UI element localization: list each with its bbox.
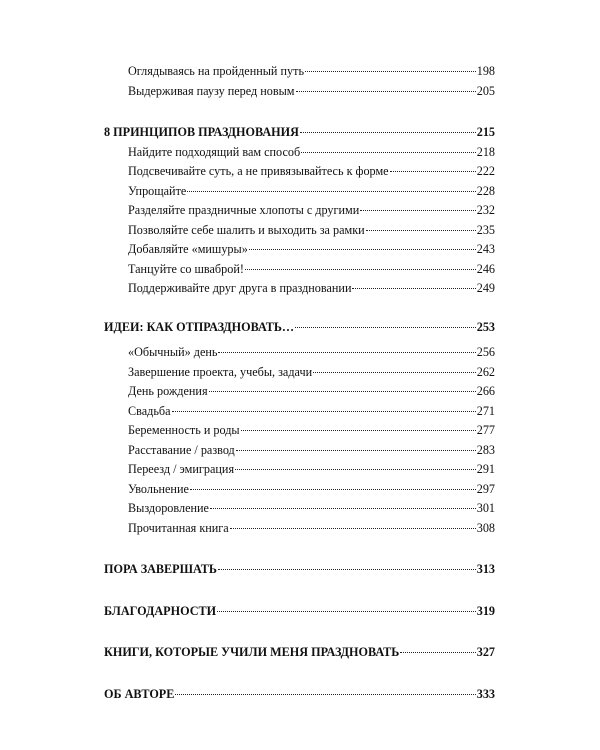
toc-entry-page: 256 xyxy=(476,345,495,359)
toc-entry-title: Прочитанная книга xyxy=(128,520,229,535)
toc-entry-title: Танцуйте со шваброй! xyxy=(128,261,244,276)
toc-entry[interactable] xyxy=(104,82,495,102)
toc-entry[interactable] xyxy=(104,343,495,363)
dot-leader xyxy=(175,694,475,695)
dot-leader xyxy=(230,528,476,529)
dot-leader xyxy=(352,288,475,289)
dot-leader xyxy=(241,430,476,431)
dot-leader xyxy=(366,230,476,231)
toc-section-title: КНИГИ, КОТОРЫЕ УЧИЛИ МЕНЯ ПРАЗДНОВАТЬ xyxy=(104,645,400,659)
toc-entry-page: 249 xyxy=(476,281,495,295)
toc-entry-title: Переезд / эмиграция xyxy=(128,462,235,476)
toc-entry[interactable] xyxy=(104,240,495,260)
toc-entry[interactable] xyxy=(104,480,495,500)
toc-entry-title: Разделяйте праздничные хлопоты с другими xyxy=(128,203,360,217)
toc-entry-page: 222 xyxy=(476,164,495,178)
dot-leader xyxy=(236,450,476,451)
toc-entry[interactable] xyxy=(104,441,495,461)
toc-entry[interactable] xyxy=(104,402,495,422)
dot-leader xyxy=(235,469,476,470)
dot-leader xyxy=(218,569,476,570)
toc-section-title: БЛАГОДАРНОСТИ xyxy=(104,603,217,618)
toc-entry-title: Расставание / развод xyxy=(128,442,235,457)
dot-leader xyxy=(305,71,476,72)
toc-entry-page: 243 xyxy=(476,242,495,256)
toc-entry-title: Позволяйте себе шалить и выходить за рамки xyxy=(128,222,365,237)
toc-entry-title: Добавляйте «мишуры» xyxy=(128,242,248,256)
toc-entry[interactable] xyxy=(104,221,495,241)
toc-section[interactable] xyxy=(104,643,495,663)
toc-section-title: ОБ АВТОРЕ xyxy=(104,686,175,701)
toc-section-page: 313 xyxy=(476,562,495,576)
toc-entry[interactable] xyxy=(104,382,495,402)
toc-entry-page: 301 xyxy=(476,501,495,515)
toc-section-page: 333 xyxy=(476,686,495,701)
toc-entry-page: 232 xyxy=(476,203,495,217)
dot-leader xyxy=(190,489,476,490)
toc-entry-title: Выдерживая паузу перед новым xyxy=(128,83,295,98)
toc-entry-title: Найдите подходящий вам способ xyxy=(128,144,301,159)
toc-entry[interactable] xyxy=(104,162,495,182)
toc-section[interactable] xyxy=(104,602,495,622)
toc-section-title: 8 ПРИНЦИПОВ ПРАЗДНОВАНИЯ xyxy=(104,125,299,139)
toc-entry-page: 283 xyxy=(476,442,495,457)
dot-leader xyxy=(172,411,476,412)
toc-entry-page: 198 xyxy=(476,64,495,78)
toc-entry-title: Оглядываясь на пройденный путь xyxy=(128,64,305,78)
toc-entry[interactable] xyxy=(104,182,495,202)
toc-entry[interactable] xyxy=(104,363,495,383)
toc-entry-page: 235 xyxy=(476,222,495,237)
toc-section-title: ПОРА ЗАВЕРШАТЬ xyxy=(104,562,217,576)
toc-entry-title: Завершение проекта, учебы, задачи xyxy=(128,364,313,379)
toc-section-page: 253 xyxy=(476,319,495,334)
toc-entry[interactable] xyxy=(104,519,495,539)
dot-leader xyxy=(360,210,475,211)
dot-leader xyxy=(209,391,476,392)
dot-leader xyxy=(187,191,475,192)
dot-leader xyxy=(218,352,475,353)
toc-entry-page: 277 xyxy=(476,423,495,437)
toc-entry[interactable] xyxy=(104,143,495,163)
toc-section-page: 327 xyxy=(476,645,495,659)
table-of-contents xyxy=(104,62,495,704)
dot-leader xyxy=(245,269,476,270)
dot-leader xyxy=(249,249,476,250)
toc-section[interactable] xyxy=(104,318,495,338)
toc-entry-page: 291 xyxy=(476,462,495,476)
toc-entry-page: 246 xyxy=(476,261,495,276)
toc-entry[interactable] xyxy=(104,421,495,441)
toc-entry-title: «Обычный» день xyxy=(128,345,218,359)
toc-entry[interactable] xyxy=(104,260,495,280)
dot-leader xyxy=(210,508,476,509)
toc-entry-title: Поддерживайте друг друга в праздновании xyxy=(128,281,352,295)
toc-entry-title: Упрощайте xyxy=(128,183,187,198)
toc-entry-title: Свадьба xyxy=(128,403,171,418)
toc-section-page: 319 xyxy=(476,603,495,618)
toc-section[interactable] xyxy=(104,123,495,143)
toc-entry-page: 297 xyxy=(476,481,495,496)
toc-entry-page: 308 xyxy=(476,520,495,535)
toc-entry[interactable] xyxy=(104,279,495,299)
dot-leader xyxy=(390,171,476,172)
dot-leader xyxy=(301,152,476,153)
toc-entry-page: 262 xyxy=(476,364,495,379)
toc-entry-title: Беременность и роды xyxy=(128,423,240,437)
toc-section[interactable] xyxy=(104,685,495,705)
toc-entry-title: Подсвечивайте суть, а не привязывайтесь к форме xyxy=(128,164,389,178)
toc-entry-page: 218 xyxy=(476,144,495,159)
toc-entry-page: 205 xyxy=(476,83,495,98)
toc-entry-page: 271 xyxy=(476,403,495,418)
dot-leader xyxy=(400,652,475,653)
toc-section[interactable] xyxy=(104,560,495,580)
toc-entry[interactable] xyxy=(104,62,495,82)
dot-leader xyxy=(313,372,476,373)
toc-entry-title: День рождения xyxy=(128,384,208,398)
dot-leader xyxy=(295,327,476,328)
toc-entry-title: Выздоровление xyxy=(128,501,209,515)
dot-leader xyxy=(300,132,476,133)
toc-entry-title: Увольнение xyxy=(128,481,189,496)
toc-entry[interactable] xyxy=(104,499,495,519)
toc-section-page: 215 xyxy=(476,125,495,139)
toc-entry-page: 228 xyxy=(476,183,495,198)
toc-section-title: ИДЕИ: КАК ОТПРАЗДНОВАТЬ… xyxy=(104,319,295,334)
toc-entry[interactable] xyxy=(104,201,495,221)
toc-entry-page: 266 xyxy=(476,384,495,398)
dot-leader xyxy=(217,611,476,612)
dot-leader xyxy=(296,91,476,92)
toc-entry[interactable] xyxy=(104,460,495,480)
